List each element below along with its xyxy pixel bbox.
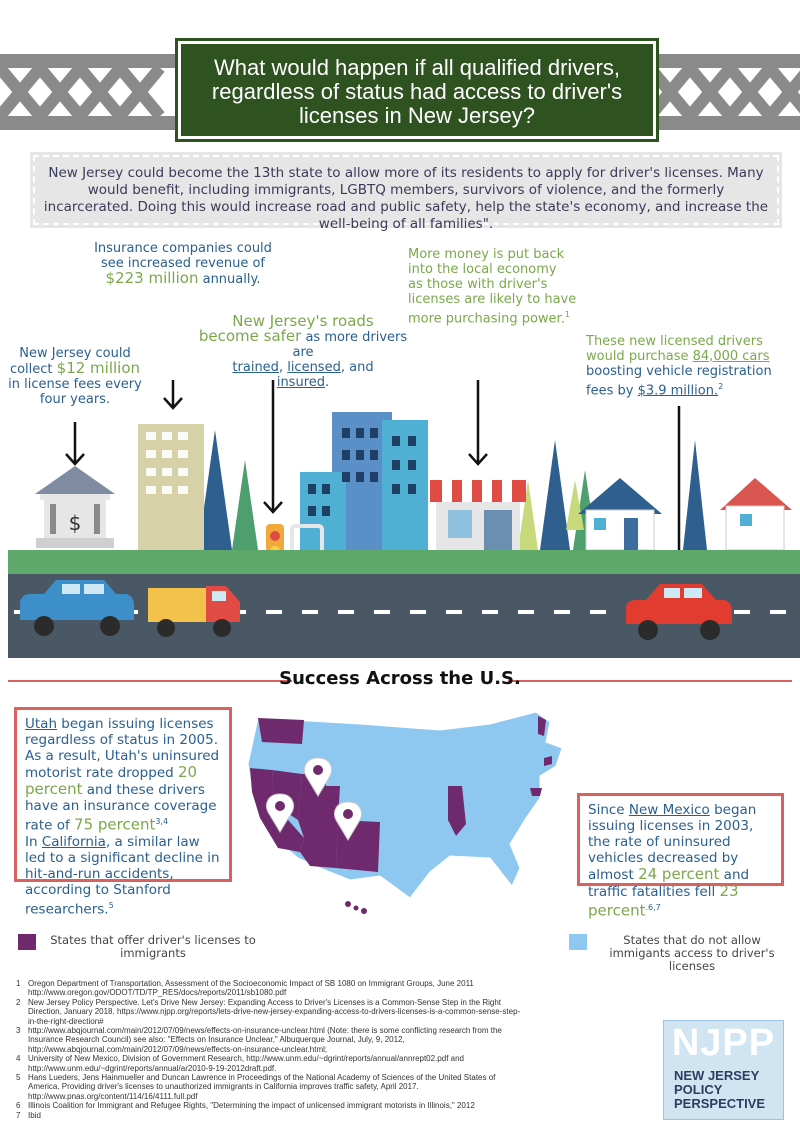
njpp-logo bbox=[663, 1020, 784, 1120]
shop-building bbox=[430, 480, 526, 550]
us-map bbox=[240, 708, 585, 916]
town-illustration bbox=[0, 380, 800, 660]
legend-label-allowed: States that offer driver's licenses to immigrants bbox=[50, 933, 256, 960]
intro-text: New Jersey could become the 13th state to allow more of its residents to apply for driver's licenses. Many would benefit, including immigrants, LGBTQ members, survivors of violence, and the formerly incarcerated. Doing this would increase road and public safety, help the state's economy, and increase the well-being of all families". bbox=[33, 155, 779, 225]
state-washington bbox=[258, 718, 304, 744]
callout-roads: New Jersey's roads become safer as more drivers are trained, licensed, and insured. bbox=[198, 312, 408, 390]
footnote-item bbox=[16, 979, 526, 998]
state-maryland bbox=[530, 788, 542, 796]
footnote-number: 6 bbox=[16, 1101, 21, 1111]
new-mexico-callout-box: Since New Mexico began issuing licenses in 2003, the rate of uninsured vehicles decreased by almost 24 percent and traffic fatalities fell 23 percent$^{.6,7}$ bbox=[577, 793, 784, 886]
footnote-text: Illinois Coalition for Immigrant and Refugee Rights, "Determining the impact of unlicensed immigrant motorists in Illinois," 2012 bbox=[28, 1101, 475, 1111]
legend-swatch-not-allowed bbox=[569, 934, 587, 950]
office-building bbox=[138, 424, 204, 550]
footnote-text: Ibid bbox=[28, 1110, 41, 1120]
footnote-number: 2 bbox=[16, 997, 21, 1007]
footnote-item bbox=[16, 998, 526, 1026]
footnote-item bbox=[16, 1073, 526, 1101]
callout-insurance: Insurance companies could see increased revenue of $223 million annually. bbox=[94, 241, 272, 287]
bank-building bbox=[35, 466, 115, 548]
logo-wordmark: NEW JERSEY POLICY PERSPECTIVE bbox=[674, 1068, 766, 1111]
footnote-item bbox=[16, 1026, 526, 1054]
footnote-text: Hans Lueders, Jens Hainmueller and Duncan Lawrence in Proceedings of the National Academy of Sciences of the United States of America, Providing driver's licenses to unauthorized immigrants in California improves traffic safety, April 2017. http://www.pnas.org/content/114/16/4111.full.pdf bbox=[28, 1073, 496, 1101]
footnote-number: 3 bbox=[16, 1026, 21, 1036]
footnotes bbox=[16, 979, 526, 1120]
footnote-item bbox=[16, 1054, 526, 1073]
footnote-item bbox=[16, 1111, 526, 1120]
section-title: Success Across the U.S. bbox=[279, 668, 521, 689]
intro-box bbox=[30, 152, 782, 232]
page-title: What would happen if all qualified drivers, regardless of status had access to driver's licenses in New Jersey? bbox=[178, 41, 656, 139]
footnote-number: 4 bbox=[16, 1054, 21, 1064]
fees-amount: $12 million bbox=[56, 359, 141, 377]
city-buildings bbox=[300, 412, 428, 550]
state-hawaii bbox=[345, 901, 367, 914]
footnote-text: Oregon Department of Transportation, Assessment of the Socioeconomic Impact of SB 1080 on Immigrant Groups, June 2011 http://www.oregon.gov/ODOT/TD/TP_RES/docs/reports/2011/sb1080.pdf bbox=[28, 979, 474, 998]
svg-text:$: $ bbox=[68, 511, 82, 535]
callout-license-fees: New Jersey could collect $12 million in license fees every four years. bbox=[8, 346, 142, 407]
insurance-amount: $223 million bbox=[105, 269, 199, 287]
callout-economy: More money is put back into the local economy as those with driver's licenses are likely to have more purchasing power.$^1$ bbox=[408, 247, 577, 327]
utah-callout-box: Utah began issuing licenses regardless of status in 2005. As a result, Utah's uninsured motorist rate dropped 20 percent and these drivers have an insurance coverage rate of 75 percent$^{3,4}$ In California, a similar law led to a significant decline in hit-and-run accidents, according to Stanford researchers.$^5$ bbox=[14, 707, 232, 882]
legend-swatch-allowed bbox=[18, 934, 36, 950]
logo-initials: NJPP bbox=[671, 1022, 776, 1064]
grass-strip bbox=[8, 550, 800, 574]
footnote-number: 5 bbox=[16, 1073, 21, 1083]
footnote-text: New Jersey Policy Perspective. Let's Drive New Jersey: Expanding Access to Driver's Licenses is a Common-Sense Step in the Right Direction, January 2018. https://www.njpp.org/reports/lets-drive-new-jersey-expanding-access-to-drivers-licenses-is-a-common-sense-step-in-the-right-direction# bbox=[28, 997, 521, 1026]
footnote-item bbox=[16, 1101, 526, 1110]
footnote-number: 7 bbox=[16, 1110, 21, 1120]
legend-label-not-allowed: States that do not allow immigants access to driver's licenses bbox=[609, 933, 775, 973]
footnote-text: University of New Mexico, Division of Government Research, http://www.unm.edu/~dgrint/reports/annual/annrept02.pdf and http://www.unm.edu/~dgrint/reports/annual/ar2010-9-19-2012draft.pdf. bbox=[28, 1054, 464, 1073]
footnote-text: http://www.abqjournal.com/main/2012/07/09/news/effects-on-insurance-unclear.html (Note: there is some conflicting research from the Insurance Research Council) see also: "Effects on Insurance Unclear," Albuquerque Journal, July, 9, 2012, http://www.abqjournal.com/main/2012/07/09/news/effects-on-insurance-unclear.html; bbox=[28, 1026, 502, 1054]
callout-cars: These new licensed drivers would purchase 84,000 cars boosting vehicle registration fees by $3.9 million.$^2$ bbox=[586, 334, 772, 399]
footnote-number: 1 bbox=[16, 979, 21, 988]
